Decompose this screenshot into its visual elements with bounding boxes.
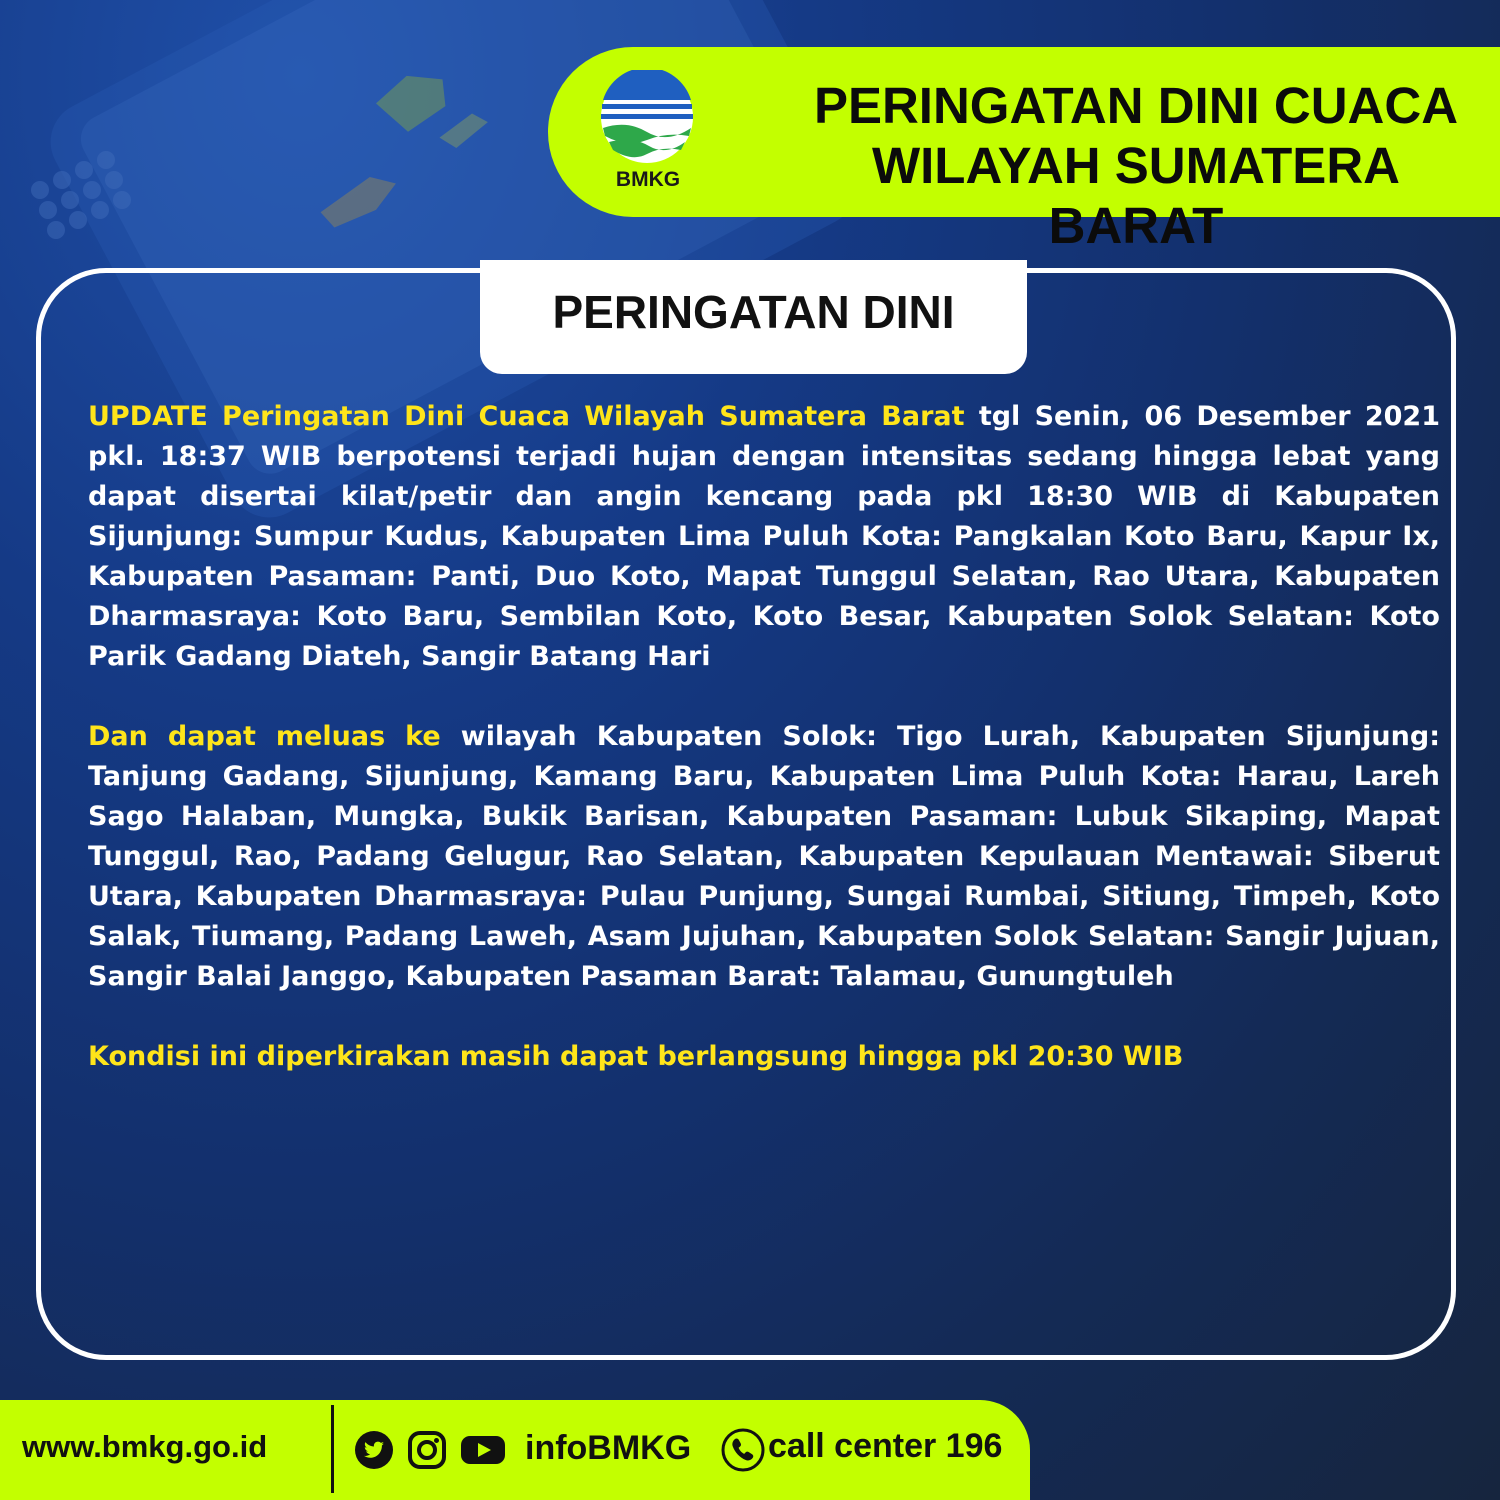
panel-tab-label: PERINGATAN DINI — [552, 286, 955, 338]
paragraph2-highlight: Dan dapat meluas ke — [88, 721, 441, 752]
paragraph1-highlight: UPDATE Peringatan Dini Cuaca Wilayah Sumatera Barat — [88, 401, 965, 432]
website-link[interactable]: www.bmkg.go.id — [22, 1429, 268, 1464]
bmkg-logo-text: BMKG — [615, 168, 681, 191]
paragraph1-body: tgl Senin, 06 Desember 2021 pkl. 18:37 WIB berpotensi terjadi hujan dengan intensitas sedang hingga lebat yang dapat disertai kilat/petir dan angin kencang pada pkl 18:30 WIB di Kabupaten Sijunjung: Sumpur Kudus, Kabupaten Lima Puluh Kota: Pangkalan Koto Baru, Kapur Ix, Kabupaten Pasaman: Panti, Duo Koto, Mapat Tunggul Selatan, Rao Utara, Kabupaten Dharmasraya: Koto Baru, Sembilan Koto, Koto Besar, Kabupaten Solok Selatan: Koto Parik Gadang Diateh, Sangir Batang Hari — [88, 401, 1440, 672]
header-title — [800, 76, 1472, 256]
youtube-icon[interactable] — [460, 1430, 506, 1470]
warning-paragraph-main — [88, 397, 1440, 677]
phone-icon — [721, 1428, 765, 1472]
twitter-icon[interactable] — [354, 1430, 394, 1470]
social-handle[interactable]: infoBMKG — [525, 1429, 692, 1467]
warning-paragraph-duration: Kondisi ini diperkirakan masih dapat berlangsung hingga pkl 20:30 WIB — [88, 1041, 1184, 1072]
paragraph2-body: wilayah Kabupaten Solok: Tigo Lurah, Kabupaten Sijunjung: Tanjung Gadang, Sijunjung, Kamang Baru, Kabupaten Lima Puluh Kota: Harau, Lareh Sago Halaban, Mungka, Bukik Barisan, Kabupaten Pasaman: Lubuk Sikaping, Mapat Tunggul, Rao, Padang Gelugur, Rao Selatan, Kabupaten Kepulauan Mentawai: Siberut Utara, Kabupaten Dharmasraya: Pulau Punjung, Sungai Rumbai, Sitiung, Timpeh, Koto Salak, Tiumang, Padang Laweh, Asam Jujuhan, Kabupaten Solok Selatan: Sangir Jujuan, Sangir Balai Janggo, Kabupaten Pasaman Barat: Talamau, Gunungtuleh — [88, 721, 1440, 992]
header-title-line2: WILAYAH SUMATERA BARAT — [872, 137, 1400, 254]
instagram-icon[interactable] — [407, 1430, 447, 1470]
footer-divider — [331, 1405, 334, 1493]
header-title-line1: PERINGATAN DINI CUACA — [813, 77, 1459, 134]
warning-paragraph-extension — [88, 717, 1440, 997]
call-center-label[interactable]: call center 196 — [768, 1427, 1003, 1465]
